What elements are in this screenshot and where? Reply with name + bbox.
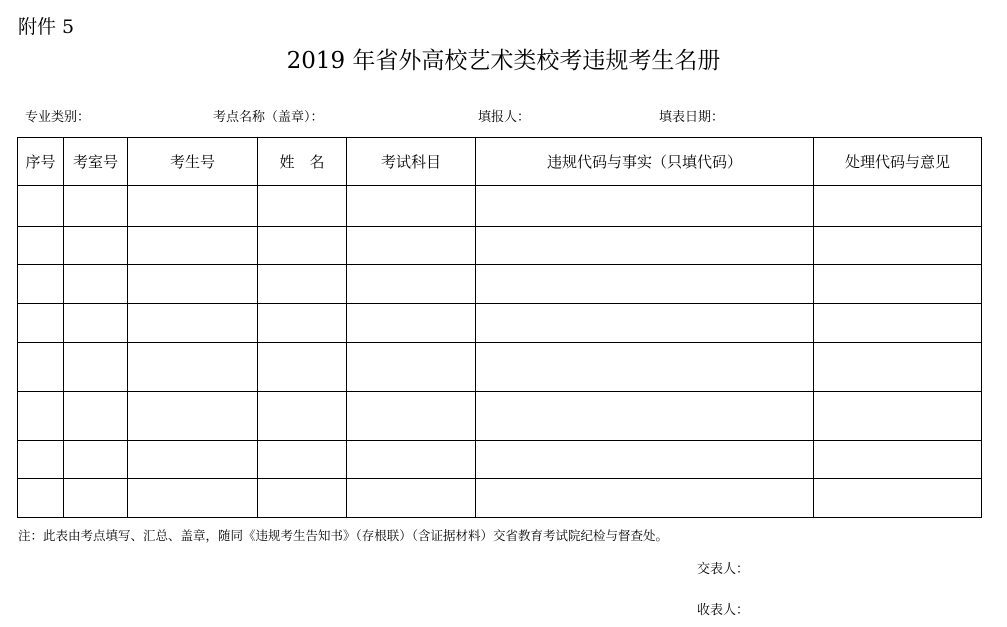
table-cell (347, 479, 476, 518)
footnote: 注：此表由考点填写、汇总、盖章，随同《违规考生告知书》（存根联）（含证据材料）交省教育考试院纪检与督查处。 (18, 528, 669, 543)
table-cell (258, 441, 347, 479)
table-cell (476, 343, 814, 392)
column-header-subject: 考试科目 (347, 138, 476, 186)
table-cell (476, 479, 814, 518)
table-cell (64, 265, 128, 304)
table-cell (347, 304, 476, 343)
table-cell (814, 392, 982, 441)
table-cell (814, 227, 982, 265)
table-cell (814, 479, 982, 518)
table-cell (128, 265, 258, 304)
table-cell (476, 304, 814, 343)
table-cell (476, 265, 814, 304)
table-cell (258, 186, 347, 227)
table-cell (258, 343, 347, 392)
table-cell (814, 441, 982, 479)
table-cell (18, 392, 64, 441)
table-cell (258, 227, 347, 265)
field-reporter: 填报人： (478, 110, 531, 125)
table-cell (64, 343, 128, 392)
violation-register-table (17, 137, 982, 518)
table-cell (64, 441, 128, 479)
table-cell (128, 479, 258, 518)
table-cell (64, 186, 128, 227)
table-cell (128, 186, 258, 227)
table-cell (347, 441, 476, 479)
table-cell (347, 392, 476, 441)
table-row (18, 186, 982, 227)
table-row (18, 479, 982, 518)
document-title: 2019 年省外高校艺术类校考违规考生名册 (286, 48, 721, 74)
table-cell (258, 479, 347, 518)
table-row (18, 441, 982, 479)
column-header-room: 考室号 (64, 138, 128, 186)
submitter-signature-label: 交表人： (697, 562, 750, 577)
field-report-date: 填表日期： (659, 110, 725, 125)
table-cell (258, 304, 347, 343)
table-row (18, 265, 982, 304)
table-row (18, 343, 982, 392)
table-cell (18, 186, 64, 227)
table-cell (128, 392, 258, 441)
table-header-row (18, 138, 982, 186)
table-cell (347, 343, 476, 392)
attachment-label: 附件 5 (18, 16, 75, 38)
table-cell (128, 304, 258, 343)
table-cell (476, 227, 814, 265)
column-header-seq: 序号 (18, 138, 64, 186)
table-row (18, 304, 982, 343)
column-header-handling: 处理代码与意见 (814, 138, 982, 186)
table-row (18, 227, 982, 265)
table-cell (347, 265, 476, 304)
table-cell (476, 441, 814, 479)
table-cell (814, 265, 982, 304)
table-cell (128, 441, 258, 479)
table-cell (64, 392, 128, 441)
column-header-violation: 违规代码与事实（只填代码） (476, 138, 814, 186)
table-cell (64, 227, 128, 265)
field-major-category: 专业类别： (25, 110, 91, 125)
table-cell (64, 304, 128, 343)
table-cell (476, 186, 814, 227)
table-cell (18, 304, 64, 343)
table-cell (18, 227, 64, 265)
table-cell (814, 343, 982, 392)
table-cell (128, 227, 258, 265)
table-row (18, 392, 982, 441)
table-cell (18, 265, 64, 304)
receiver-signature-label: 收表人： (697, 603, 750, 618)
table-cell (476, 392, 814, 441)
table-cell (64, 479, 128, 518)
field-exam-site-name: 考点名称（盖章）： (213, 110, 324, 125)
table-cell (128, 343, 258, 392)
table-cell (814, 304, 982, 343)
table-cell (347, 186, 476, 227)
table-cell (18, 343, 64, 392)
column-header-name: 姓 名 (258, 138, 347, 186)
table-cell (347, 227, 476, 265)
table-cell (258, 392, 347, 441)
column-header-candidate-no: 考生号 (128, 138, 258, 186)
table-cell (18, 479, 64, 518)
table-cell (258, 265, 347, 304)
table-cell (814, 186, 982, 227)
table-cell (18, 441, 64, 479)
